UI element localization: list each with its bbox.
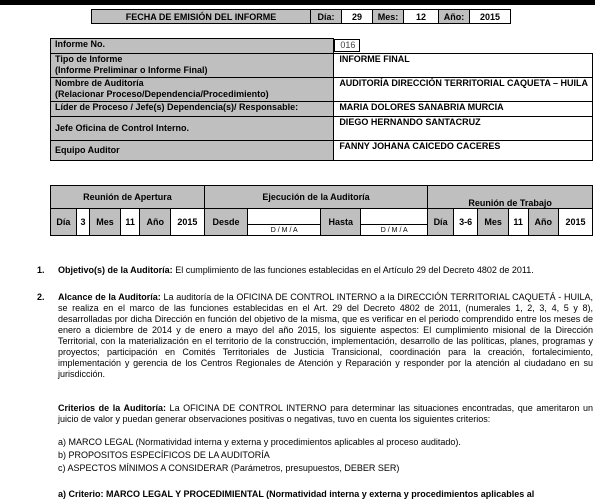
section-1-number: 1. [37, 265, 45, 275]
criterio-c: c) ASPECTOS MÍNIMOS A CONSIDERAR (Parámetros, presupuestos, DEBER SER) [58, 463, 400, 473]
trabajo-header: Reunión de Trabajo [428, 186, 593, 209]
ejecucion-header: Ejecución de la Auditoría [204, 186, 427, 209]
criterio-b: b) PROPOSITOS ESPECÍFICOS DE LA AUDITORÍA [58, 450, 270, 460]
tipo-label-line2: (Informe Preliminar o Informe Final) [55, 65, 208, 75]
nombre-auditoria-label [51, 78, 334, 102]
apertura-header: Reunión de Apertura [51, 186, 205, 209]
mes-label: Mes: [373, 10, 404, 24]
criterios-title: Criterios de la Auditoría: [58, 403, 166, 413]
nombre-auditoria-value: AUDITORÍA DIRECCIÓN TERRITORIAL CAQUETA – HUILA [334, 78, 593, 102]
ano-label: Año: [439, 10, 470, 24]
section-2-title: Alcance de la Auditoría: [58, 292, 161, 302]
jefe-label [51, 117, 334, 141]
criterio-a-heading: a) Criterio: MARCO LEGAL Y PROCEDIMIENTAL (Normatividad interna y externa y procedimientos aplicables al [58, 489, 535, 499]
dia-value: 29 [342, 10, 373, 24]
tipo-informe-value: INFORME FINAL [334, 54, 593, 78]
criterios-text: La OFICINA DE CONTROL INTERNO para determinar las situaciones encontradas, que ameritaron un juicio de valor y puedan generar observaciones positivas o negativas, tuvo en cuenta los siguientes criterios: [58, 403, 593, 424]
fecha-label: FECHA DE EMISIÓN DEL INFORME [92, 10, 311, 24]
section-2-number: 2. [37, 292, 45, 302]
jefe-label-text: Jefe Oficina de Control Interno. [55, 123, 190, 133]
tipo-informe-label [51, 54, 334, 78]
trabajo-ano: 2015 [558, 209, 592, 236]
informe-info-table [50, 38, 593, 161]
nombre-label-line2: (Relacionar Proceso/Dependencia/Procedimiento) [55, 89, 269, 99]
desde-dma: D / M / A [248, 225, 321, 236]
lider-label: Líder de Proceso / Jefe(s) Dependencia(s)/ Responsable: [51, 102, 334, 117]
criterios-paragraph [58, 403, 593, 425]
trabajo-ano-label: Año [528, 209, 558, 236]
top-rule [0, 0, 595, 5]
apertura-ano: 2015 [170, 209, 204, 236]
lider-value: MARIA DOLORES SANABRIA MURCIA [334, 102, 593, 117]
trabajo-mes-label: Mes [478, 209, 509, 236]
equipo-label [51, 141, 334, 161]
equipo-label-text: Equipo Auditor [55, 145, 120, 155]
section-1-text: El cumplimiento de las funciones establecidas en el Artículo 29 del Decreto 4802 de 2011. [172, 265, 534, 275]
equipo-value: FANNY JOHANA CAICEDO CACERES [334, 141, 593, 161]
reuniones-table [50, 185, 593, 236]
nombre-label-line1: Nombre de Auditoría [55, 78, 144, 88]
trabajo-mes: 11 [508, 209, 528, 236]
section-1-title: Objetivo(s) de la Auditoría: [58, 265, 173, 275]
trabajo-dia-label: Día [428, 209, 454, 236]
apertura-dia: 3 [76, 209, 90, 236]
desde-label: Desde [204, 209, 247, 236]
apertura-ano-label: Año [140, 209, 170, 236]
hasta-dma: D / M / A [361, 225, 428, 236]
section-2-text: La auditoría de la OFICINA DE CONTROL INTERNO a la DIRECCIÓN TERRITORIAL CAQUETÁ - HUILA, se realiza en el marco de las funciones establecidas en el Art. 29 del Decreto 4802 de 2011, (numerales 1, 2, 3, 4, 5 y 8), desarrolladas por dicha Dirección en función del objetivo de la misma, que es verificar en el periodo comprendido entre los meses de enero a diciembre de 2014 y de enero a mayo del año 2015, los siguiente aspectos: El cumplimiento misional de la Dirección Territorial, con la materialización en el territorio de la construcción, implementación, desarrollo de las políticas, planes, programas y proyectos; participación en Comités Territoriales de Justicia Transicional, coordinación para la creación, fortalecimiento, implementación y gerencia de los Centros Regionales de Atención y Reparación y responder por la atención al ciudadano en su jurisdicción. [58, 292, 593, 379]
fecha-emision-table [91, 9, 511, 24]
section-2-alcance [58, 292, 593, 380]
hasta-label: Hasta [321, 209, 361, 236]
desde-value [248, 209, 321, 225]
tipo-label-line1: Tipo de Informe [55, 54, 123, 64]
trabajo-dia: 3-6 [453, 209, 477, 236]
mes-value: 12 [404, 10, 439, 24]
ano-value: 2015 [470, 10, 511, 24]
criterio-a: a) MARCO LEGAL (Normatividad interna y externa y procedimientos aplicables al proceso auditado). [58, 437, 461, 447]
jefe-value: DIEGO HERNANDO SANTACRUZ [334, 117, 593, 141]
informe-no-value: 016 [334, 39, 360, 52]
dia-label: Día: [311, 10, 342, 24]
apertura-mes: 11 [120, 209, 140, 236]
informe-no-label: Informe No. [51, 39, 334, 54]
apertura-mes-label: Mes [90, 209, 121, 236]
section-1-objetivo [58, 265, 593, 276]
hasta-value [361, 209, 428, 225]
apertura-dia-label: Día [51, 209, 77, 236]
